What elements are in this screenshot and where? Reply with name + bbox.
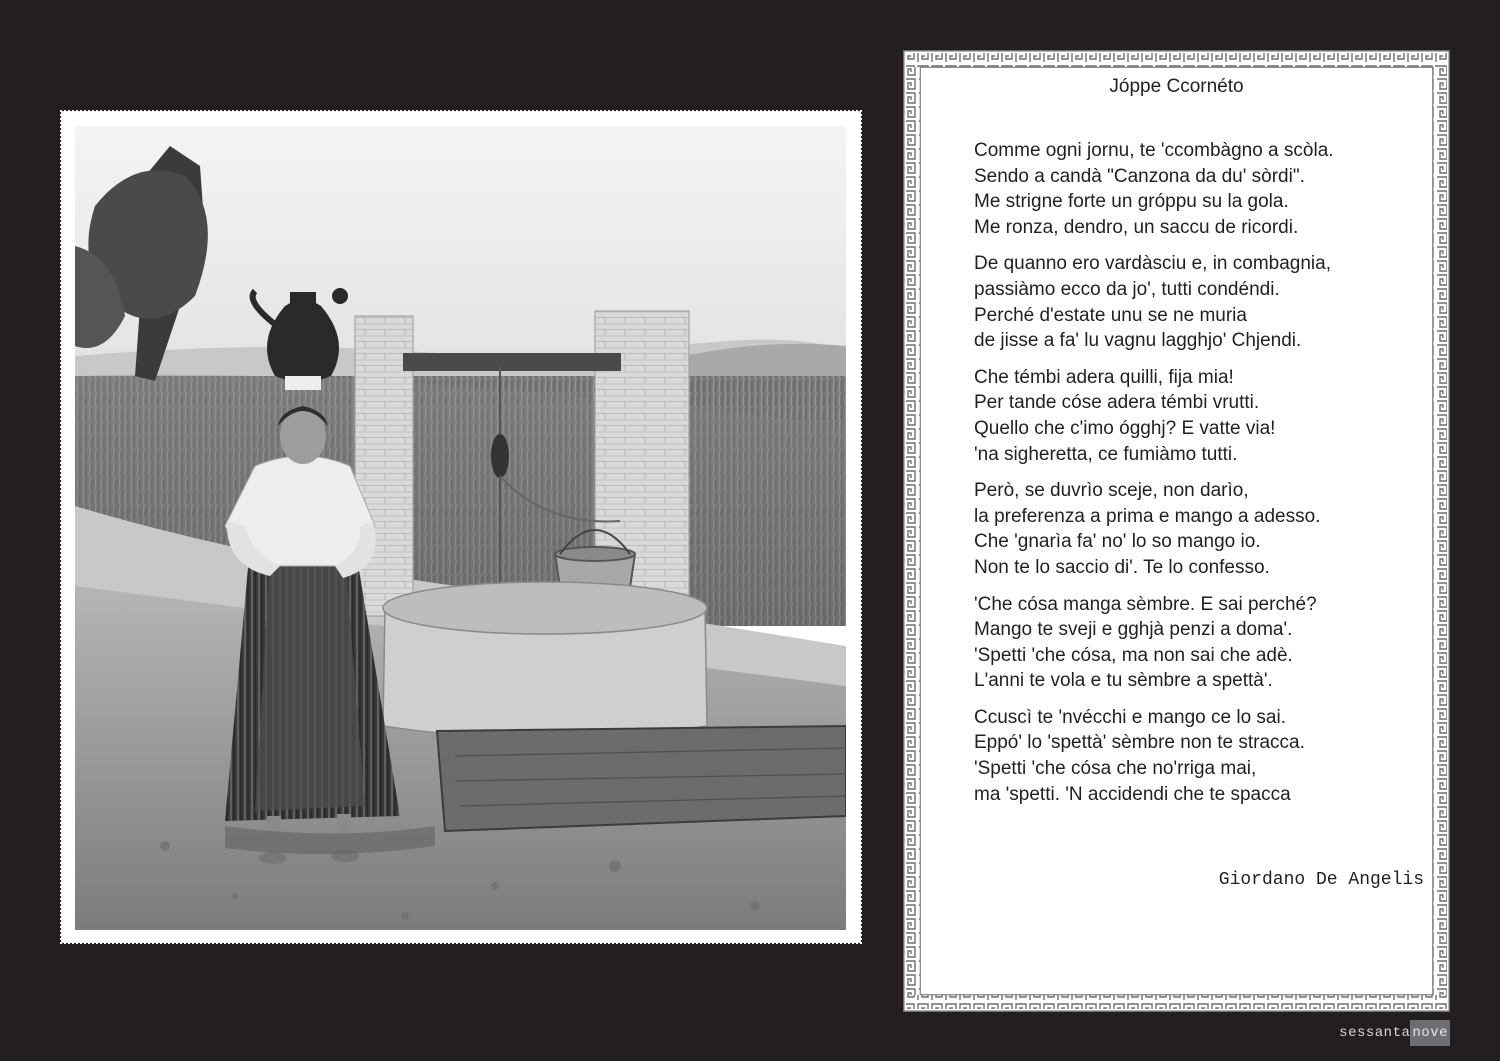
stanza [974,251,1434,353]
poem-line: Sendo a candà "Canzona da du' sòrdi". [974,165,1305,187]
poem-line: Non te lo saccio di'. Te lo confesso. [974,556,1270,578]
stanza [974,365,1434,467]
stanza [974,138,1434,240]
page-number [1339,1020,1450,1046]
poem-line: Però, se duvrìo sceje, non darìo, [974,480,1249,502]
poem-line: de jisse a fa' lu vagnu lagghjo' Chjendi. [974,330,1302,352]
stanza [974,592,1434,694]
poem-line: Che 'gnarìa fa' no' lo so mango io. [974,531,1261,553]
poem-line: 'Spetti 'che cósa, ma non sai che adè. [974,644,1293,666]
photo-frame [62,112,860,942]
poem-title: Jóppe Ccornéto [1109,76,1244,97]
stanza [974,705,1434,807]
poem-line: 'Spetti 'che cósa che no'rriga mai, [974,758,1257,780]
poem-line: De quanno ero vardàsciu e, in combagnia, [974,253,1332,275]
poem-line: 'na sigheretta, ce fumiàmo tutti. [974,443,1238,465]
poem-line: L'anni te vola e tu sèmbre a spettà'. [974,670,1273,692]
poem-panel [903,50,1450,1012]
stanza [974,478,1434,580]
poem-line: ma 'spetti. 'N accidendi che te spacca [974,783,1291,805]
poem-line: Che témbi adera quilli, fija mia! [974,366,1234,388]
poem-line: Me strigne forte un gróppu su la gola. [974,191,1289,213]
poem-line: Comme ogni jornu, te 'ccombàgno a scòla. [974,140,1334,161]
poem-author: Giordano De Angelis [1218,870,1424,890]
poem-line: Me ronza, dendro, un saccu de ricordi. [974,216,1299,238]
poem-line: la preferenza a prima e mango a adesso. [974,505,1321,527]
poem-line: Quello che c'imo ógghj? E vatte via! [974,417,1276,439]
poem-line: Per tande cóse adera témbi vrutti. [974,392,1260,414]
poem-content [921,68,1432,994]
poem-line: passiàmo ecco da jo', tutti condéndi. [974,278,1280,300]
poem-line: Ccuscì te 'nvécchi e mango ce lo sai. [974,706,1286,728]
poem-line: Eppó' lo 'spettà' sèmbre non te stracca. [974,732,1305,754]
historic-photo [75,126,846,930]
page-number-part-1: sessanta [1339,1025,1411,1041]
poem-line: Mango te sveji e gghjà penzi a doma'. [974,619,1293,641]
poem-stanzas [974,138,1434,818]
page-number-part-2: nove [1410,1020,1450,1046]
poem-line: 'Che cósa manga sèmbre. E sai perché? [974,593,1317,615]
woman-at-well-illustration [75,126,846,930]
poem-line: Perché d'estate unu se ne muria [974,304,1247,326]
